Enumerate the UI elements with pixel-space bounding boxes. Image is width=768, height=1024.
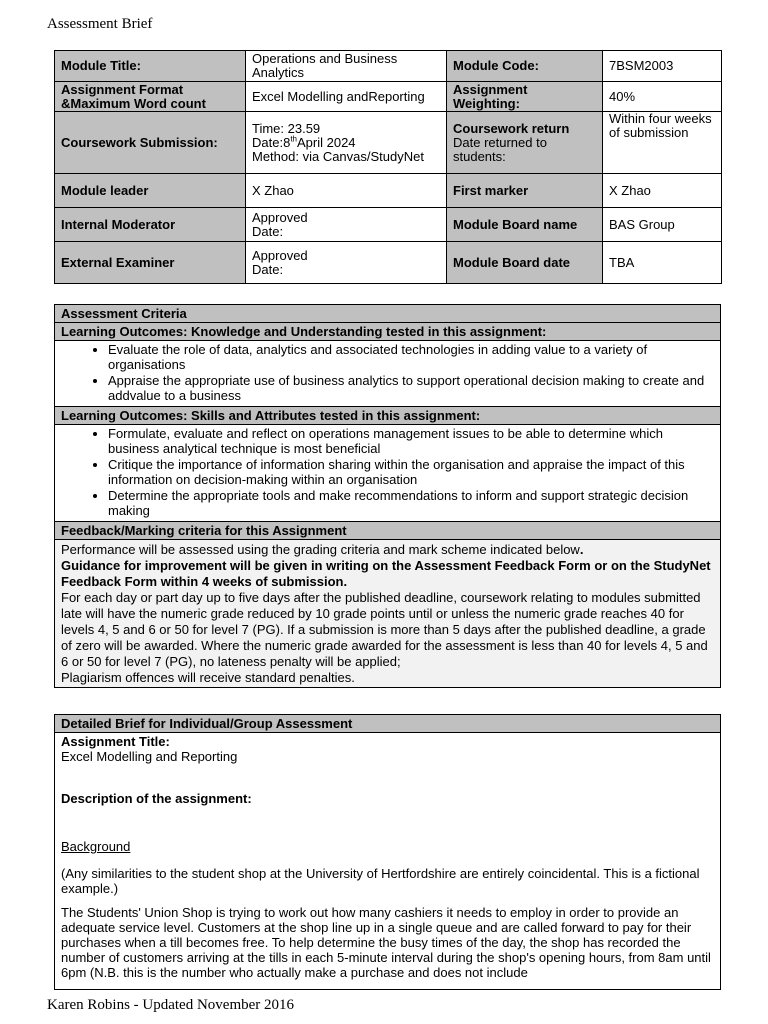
module-board-name-label: Module Board name — [447, 208, 603, 242]
knowledge-outcomes-list — [55, 342, 720, 403]
module-title-label: Module Title: — [55, 51, 246, 82]
first-marker-label: First marker — [447, 174, 603, 208]
list-item: • Formulate, evaluate and reflect on operations management issues to be able to determine which business analytical technique is most beneficial — [108, 426, 712, 456]
background-label: Background — [61, 839, 131, 854]
late-penalty-text: For each day or part day up to five days after the published deadline, coursework relating to modules submitted late will have the numeric grade reduced by 10 grade points until or unless the numeric grade reaches 40 for levels 4, 5 and 6 or 50 for level 7 (PG). If a submission is more than 5 days after the published deadline, a grade of zero will be awarded. Where the numeric grade awarded for the assessment is less than 40 for levels 4, 5 and 6 or 50 for level 7 (PG), no lateness penalty will be applied; — [61, 590, 708, 669]
external-examiner-value: Approved Date: — [246, 242, 447, 284]
list-item: • Appraise the appropriate use of business analytics to support operational decision making to create and addvalue to a business — [108, 373, 712, 403]
submission-method: Method: via Canvas/StudyNet — [252, 148, 424, 164]
module-title-value: Operations and Business Analytics — [246, 51, 447, 82]
assignment-weighting-value: 40% — [603, 82, 722, 112]
disclaimer-text: (Any similarities to the student shop at the University of Hertfordshire are entirely coincidental. This is a fictional example.) — [61, 866, 700, 896]
coursework-return-value: Within four weeks of submission — [603, 112, 722, 174]
module-leader-value: X Zhao — [246, 174, 447, 208]
internal-moderator-value: Approved Date: — [246, 208, 447, 242]
knowledge-outcomes-heading: Learning Outcomes: Knowledge and Understanding tested in this assignment: — [55, 323, 720, 341]
detailed-brief-section — [54, 714, 721, 990]
module-board-date-value: TBA — [603, 242, 722, 284]
coursework-submission-label: Coursework Submission: — [55, 112, 246, 174]
skills-outcomes-heading: Learning Outcomes: Skills and Attributes tested in this assignment: — [55, 406, 720, 425]
plagiarism-text: Plagiarism offences will receive standard penalties. — [61, 670, 355, 685]
assignment-format-value: Excel Modelling andReporting — [246, 82, 447, 112]
feedback-criteria-heading: Feedback/Marking criteria for this Assignment — [55, 521, 720, 540]
assignment-format-label: Assignment Format &Maximum Word count — [55, 82, 246, 112]
skills-outcomes-list — [55, 426, 720, 518]
assessment-criteria-section — [54, 304, 721, 688]
list-item: • Critique the importance of information sharing within the organisation and appraise the impact of this information on decision-making within an organisation — [108, 457, 712, 487]
guidance-text: Guidance for improvement will be given in writing on the Assessment Feedback Form or on the StudyNet Feedback Form within 4 weeks of submission. — [61, 558, 711, 589]
page-header: Assessment Brief — [47, 16, 153, 32]
module-code-label: Module Code: — [447, 51, 603, 82]
assignment-title-value: Excel Modelling and Reporting — [61, 749, 238, 764]
coursework-submission-value — [246, 112, 447, 174]
assessment-criteria-heading: Assessment Criteria — [55, 305, 720, 323]
external-examiner-label: External Examiner — [55, 242, 246, 284]
background-body-text: The Students' Union Shop is trying to work out how many cashiers it needs to employ in order to provide an adequate service level. Customers at the shop line up in a single queue and are called forward to pay for their purchases when a till becomes free. To help determine the busy times of the day, the shop has recorded the number of customers arriving at the tills in each 5-minute interval during the shop's opening hours, from 8am until 6pm (N.B. this is the number who actually make a purchase and does not include — [61, 905, 711, 980]
internal-moderator-label: Internal Moderator — [55, 208, 246, 242]
detailed-brief-heading: Detailed Brief for Individual/Group Assessment — [55, 715, 720, 733]
assignment-title-label: Assignment Title: — [61, 734, 170, 749]
page-footer: Karen Robins - Updated November 2016 — [47, 997, 295, 1013]
submission-date: Date:8thApril 2024 — [252, 134, 356, 150]
module-board-date-label: Module Board date — [447, 242, 603, 284]
list-item: • Determine the appropriate tools and make recommendations to inform and support strategic decision making — [108, 488, 712, 518]
description-label: Description of the assignment: — [61, 791, 252, 806]
module-board-name-value: BAS Group — [603, 208, 722, 242]
list-item: • Evaluate the role of data, analytics and associated technologies in adding value to a variety of organisations — [108, 342, 712, 372]
assignment-weighting-label: Assignment Weighting: — [447, 82, 603, 112]
coursework-return-label: Coursework return Date returned to students: — [447, 112, 603, 174]
first-marker-value: X Zhao — [603, 174, 722, 208]
submission-time: Time: 23.59 — [252, 120, 321, 136]
module-info-table — [54, 50, 722, 284]
module-code-value: 7BSM2003 — [603, 51, 722, 82]
module-leader-label: Module leader — [55, 174, 246, 208]
feedback-criteria-text: Performance will be assessed using the grading criteria and mark scheme indicated below. Guidance for improvement will be given in writing on the Assessment Feedback Form or on the StudyNet Feedback Form within 4 weeks of submission. For each day or part day up to five days after the published deadline, coursework relating to modules submitted late will have the numeric grade reduced by 10 grade points until or unless the numeric grade reaches 40 for levels 4, 5 and 6 or 50 for level 7 (PG). If a submission is more than 5 days after the published deadline, a grade of zero will be awarded. Where the numeric grade awarded for the assessment is less than 40 for levels 4, 5 and 6 or 50 for level 7 (PG), no lateness penalty will be applied; Plagiarism offences will receive standard penalties. — [55, 540, 720, 687]
